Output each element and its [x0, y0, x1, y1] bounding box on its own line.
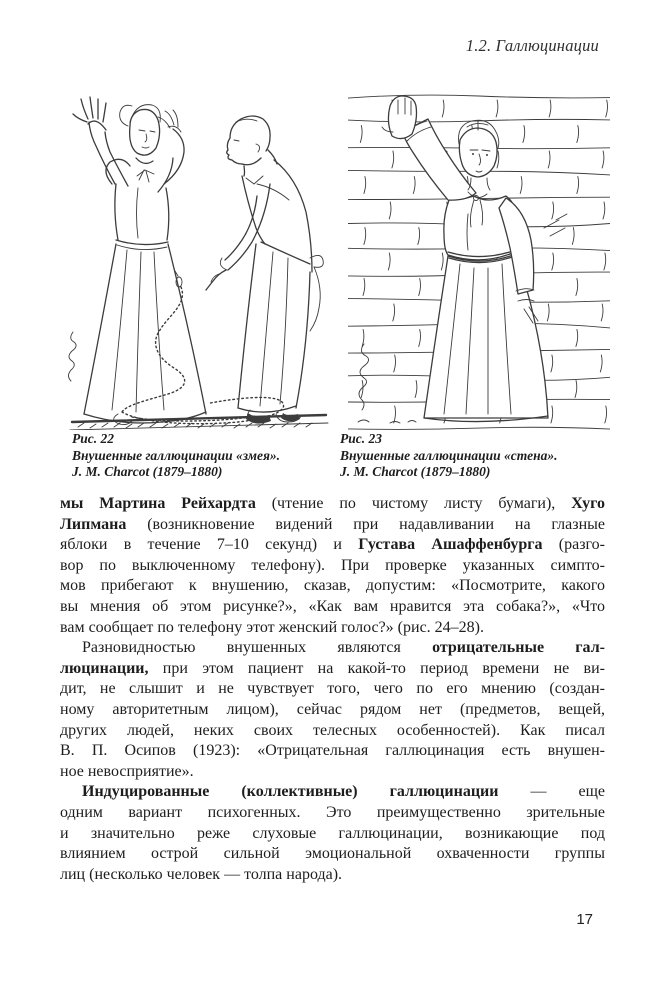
figure-23-title: Внушенные галлюцинации «стена».: [340, 447, 558, 463]
woman-figure: [382, 96, 548, 422]
paragraph: [60, 638, 605, 782]
text-line: В. П. Осипов (1923): «Отрицательная галлюцинация есть внушен-: [60, 742, 605, 760]
text-line: вор по выключенному телефону). При проверке указанных симпто-: [60, 556, 605, 574]
figure-23-number: Рис. 23: [340, 431, 382, 446]
text-line: вам сообщает по телефону этот женский голос?» (рис. 24–28).: [60, 618, 484, 636]
body-text: [60, 494, 605, 885]
figure-22-number: Рис. 22: [72, 431, 114, 446]
text-line: мы Мартина Рейхардта (чтение по чистому листу бумаги), Хуго: [60, 495, 605, 512]
paragraph: [60, 782, 605, 885]
page-number: 17: [576, 911, 593, 928]
text-line: влиянием острой сильной эмоциональной охваченности группы: [60, 845, 605, 863]
text-line: мов прибегают к внушению, сказав, допустим: «Посмотрите, какого: [60, 577, 605, 595]
text-line: одним вариант психогенных. Это преимущественно зрительные: [60, 803, 605, 821]
figure-23-credit: J. M. Charcot (1879–1880): [340, 464, 491, 479]
text-line: люцинации, при этом пациент на какой-то период времени не ви-: [60, 659, 605, 677]
text-line: Индуцированные (коллективные) галлюцинации — еще: [82, 783, 605, 801]
figure-22-title: Внушенные галлюцинации «змея».: [72, 447, 281, 463]
wall-hallucination-drawing: [348, 92, 610, 430]
figure-23-illustration: [348, 92, 610, 430]
snake-hallucination-drawing: [60, 92, 338, 430]
running-header: 1.2. Галлюцинации: [465, 36, 599, 55]
text-line: ное невосприятие».: [60, 762, 194, 780]
figure-22-credit: J. M. Charcot (1879–1880): [72, 464, 223, 479]
figure-22-caption: [72, 431, 354, 481]
paragraph: [60, 494, 605, 638]
text-line: других людей, неких своих телесных особенностей). Как писал: [60, 721, 605, 739]
text-line: ному авторитетным лицом), сейчас рядом нет (предметов, вещей,: [60, 700, 605, 718]
text-line: Разновидностью внушенных являются отрицательные гал-: [82, 639, 606, 657]
text-line: и значительно реже слуховые галлюцинации, возникающие под: [60, 824, 605, 842]
text-line: лиц (несколько человек — толпа народа).: [60, 865, 343, 883]
text-line: яблоки в течение 7–10 секунд) и Густава Ашаффенбурга (разго-: [60, 536, 606, 554]
figure-22-illustration: [60, 92, 338, 430]
figure-23-caption: [340, 431, 622, 481]
text-line: вы мнения об этом рисунке?», «Как вам нравится эта собака?», «Что: [60, 597, 605, 615]
text-line: дит, не слышит и не чувствует того, чего по его мнению (создан-: [60, 680, 605, 698]
text-line: Липмана (возникновение видений при надавливании на глазные: [60, 515, 605, 533]
